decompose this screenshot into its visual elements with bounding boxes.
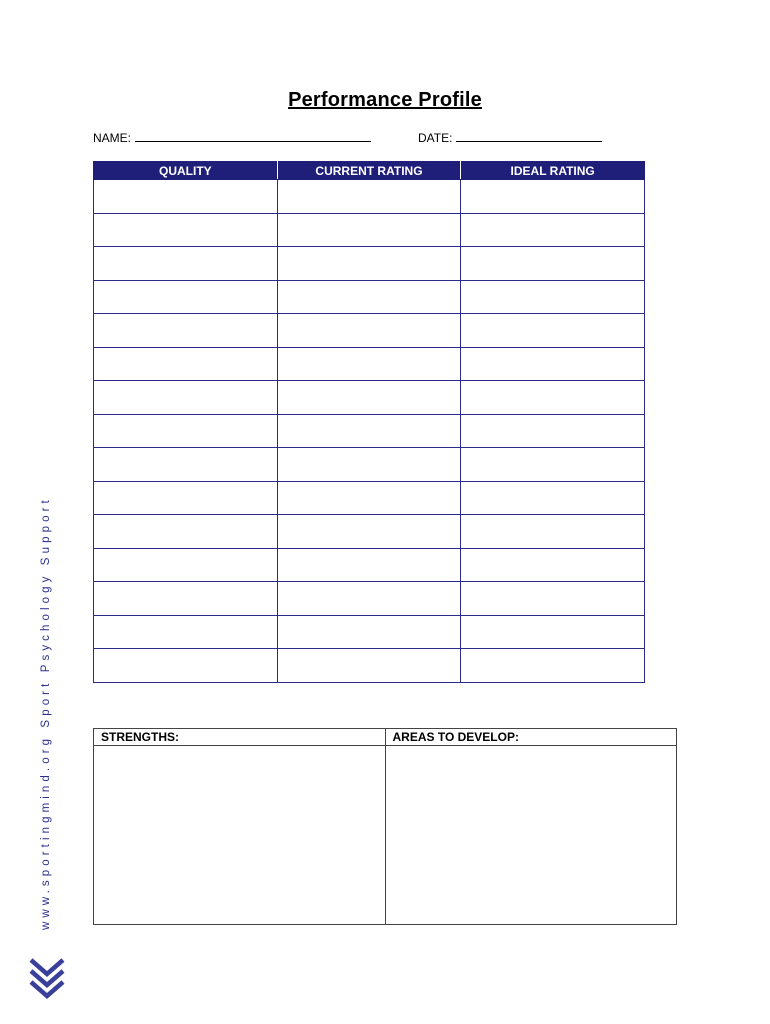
ideal-rating-cell[interactable] [461, 448, 645, 482]
ideal-rating-cell[interactable] [461, 414, 645, 448]
strengths-cell[interactable] [94, 746, 386, 925]
ideal-rating-cell[interactable] [461, 180, 645, 214]
current-rating-cell[interactable] [277, 649, 461, 683]
quality-cell[interactable] [94, 213, 278, 247]
rating-table-body [94, 180, 645, 683]
rating-row [94, 481, 645, 515]
ideal-rating-cell[interactable] [461, 548, 645, 582]
ideal-rating-cell[interactable] [461, 515, 645, 549]
name-label: NAME: [93, 131, 132, 145]
ideal-rating-cell[interactable] [461, 615, 645, 649]
notes-header-row [94, 729, 677, 746]
quality-cell[interactable] [94, 314, 278, 348]
rating-row [94, 582, 645, 616]
ideal-rating-cell[interactable] [461, 280, 645, 314]
rating-row [94, 314, 645, 348]
rating-row [94, 280, 645, 314]
strengths-header: STRENGTHS: [94, 729, 386, 746]
quality-cell[interactable] [94, 448, 278, 482]
current-rating-cell[interactable] [277, 582, 461, 616]
quality-cell[interactable] [94, 515, 278, 549]
current-rating-cell[interactable] [277, 314, 461, 348]
current-rating-header: CURRENT RATING [277, 162, 461, 180]
current-rating-cell[interactable] [277, 515, 461, 549]
quality-cell[interactable] [94, 649, 278, 683]
ideal-rating-cell[interactable] [461, 213, 645, 247]
rating-table [93, 161, 645, 683]
quality-cell[interactable] [94, 481, 278, 515]
rating-row [94, 515, 645, 549]
quality-cell[interactable] [94, 347, 278, 381]
ideal-rating-cell[interactable] [461, 582, 645, 616]
rating-row [94, 247, 645, 281]
rating-row [94, 347, 645, 381]
current-rating-cell[interactable] [277, 280, 461, 314]
quality-cell[interactable] [94, 180, 278, 214]
rating-row [94, 414, 645, 448]
ideal-rating-cell[interactable] [461, 247, 645, 281]
current-rating-cell[interactable] [277, 615, 461, 649]
current-rating-cell[interactable] [277, 548, 461, 582]
side-website-text: www.sportingmind.org Sport Psychology Support [40, 496, 52, 930]
ideal-rating-cell[interactable] [461, 347, 645, 381]
notes-table [93, 728, 677, 925]
name-field[interactable] [93, 131, 371, 145]
current-rating-cell[interactable] [277, 180, 461, 214]
rating-row [94, 213, 645, 247]
name-blank-line[interactable] [135, 131, 371, 142]
rating-row [94, 649, 645, 683]
ideal-rating-header: IDEAL RATING [461, 162, 645, 180]
date-blank-line[interactable] [456, 131, 602, 142]
areas-to-develop-header: AREAS TO DEVELOP: [385, 729, 677, 746]
rating-row [94, 548, 645, 582]
quality-cell[interactable] [94, 247, 278, 281]
quality-cell[interactable] [94, 548, 278, 582]
rating-row [94, 448, 645, 482]
current-rating-cell[interactable] [277, 481, 461, 515]
chevron-stack-icon [28, 957, 66, 1003]
current-rating-cell[interactable] [277, 381, 461, 415]
page-title: Performance Profile [288, 89, 482, 111]
quality-cell[interactable] [94, 414, 278, 448]
ideal-rating-cell[interactable] [461, 381, 645, 415]
quality-cell[interactable] [94, 582, 278, 616]
current-rating-cell[interactable] [277, 448, 461, 482]
current-rating-cell[interactable] [277, 414, 461, 448]
quality-cell[interactable] [94, 381, 278, 415]
quality-header: QUALITY [94, 162, 278, 180]
ideal-rating-cell[interactable] [461, 481, 645, 515]
rating-row [94, 180, 645, 214]
rating-row [94, 615, 645, 649]
rating-row [94, 381, 645, 415]
quality-cell[interactable] [94, 280, 278, 314]
current-rating-cell[interactable] [277, 347, 461, 381]
quality-cell[interactable] [94, 615, 278, 649]
date-label: DATE: [418, 131, 453, 145]
current-rating-cell[interactable] [277, 247, 461, 281]
ideal-rating-cell[interactable] [461, 314, 645, 348]
rating-header-row [94, 162, 645, 180]
date-field[interactable] [418, 131, 602, 145]
ideal-rating-cell[interactable] [461, 649, 645, 683]
current-rating-cell[interactable] [277, 213, 461, 247]
areas-to-develop-cell[interactable] [385, 746, 677, 925]
notes-body-row [94, 746, 677, 925]
